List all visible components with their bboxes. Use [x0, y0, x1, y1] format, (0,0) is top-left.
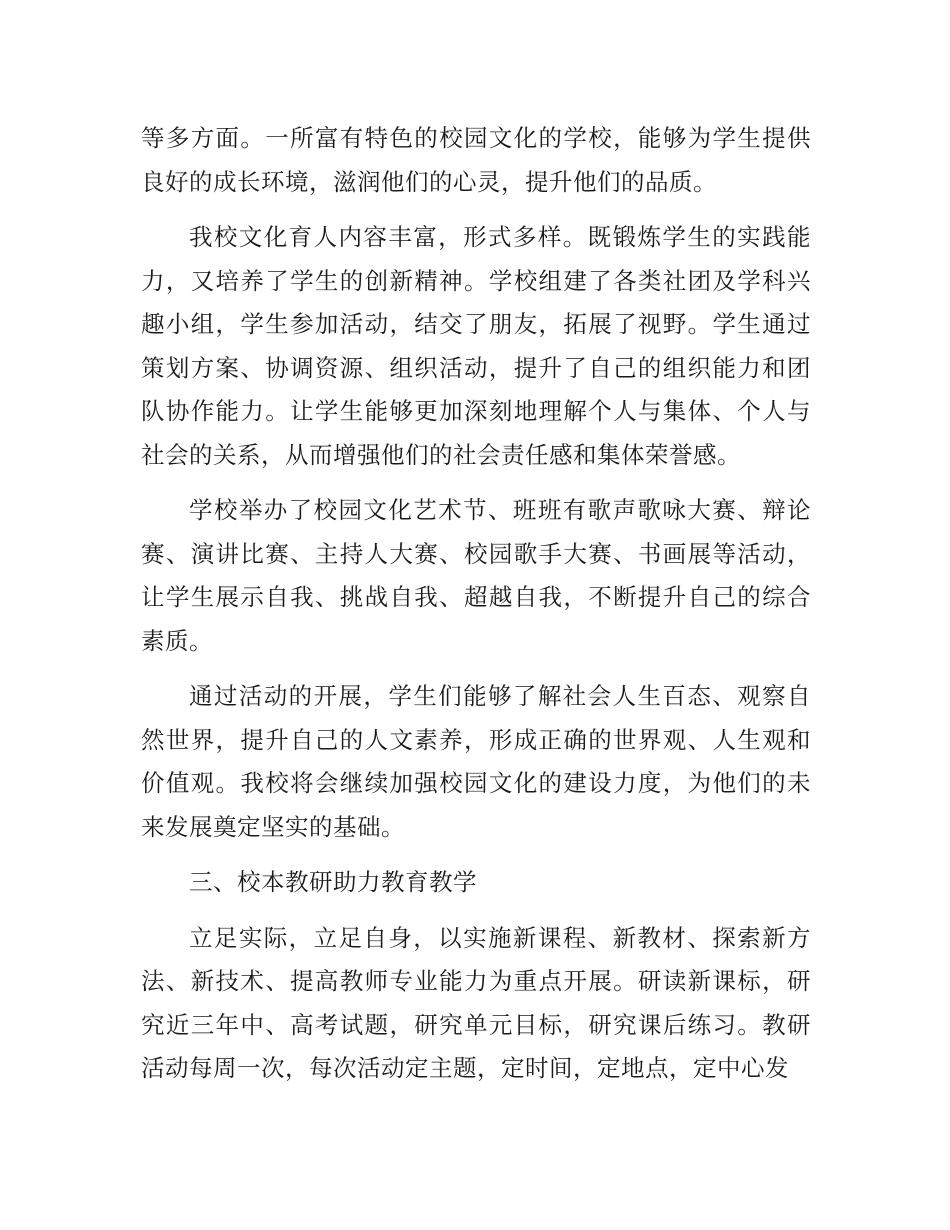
paragraph-culture-education: 我校文化育人内容丰富，形式多样。既锻炼学生的实践能力，又培养了学生的创新精神。学校组建了各类社团及学科兴趣小组，学生参加活动，结交了朋友，拓展了视野。学生通过策划方案、协调资源、组织活动，提升了自己的组织能力和团队协作能力。让学生能够更加深刻地理解个人与集体、个人与社会的关系，从而增强他们的社会责任感和集体荣誉感。 — [141, 223, 811, 469]
paragraph-teaching-research: 立足实际，立足自身，以实施新课程、新教材、探索新方法、新技术、提高教师专业能力为重点开展。研读新课标，研究近三年中、高考试题，研究单元目标，研究课后练习。教研活动每周一次，每次活动定主题，定时间，定地点，定中心发 — [141, 923, 811, 1082]
section-heading: 三、校本教研助力教育教学 — [189, 868, 477, 896]
paragraph-activity-outcomes: 通过活动的开展，学生们能够了解社会人生百态、观察自然世界，提升自己的人文素养，形成正确的世界观、人生观和价值观。我校将会继续加强校园文化的建设力度，为他们的未来发展奠定坚实的基础。 — [141, 682, 811, 841]
document-body — [141, 117, 811, 1103]
paragraph-school-activities: 学校举办了校园文化艺术节、班班有歌声歌咏大赛、辩论赛、演讲比赛、主持人大赛、校园歌手大赛、书画展等活动，让学生展示自我、挑战自我、超越自我，不断提升自己的综合素质。 — [141, 496, 811, 655]
paragraph-continuation: 等多方面。一所富有特色的校园文化的学校，能够为学生提供良好的成长环境，滋润他们的心灵，提升他们的品质。 — [141, 124, 811, 196]
